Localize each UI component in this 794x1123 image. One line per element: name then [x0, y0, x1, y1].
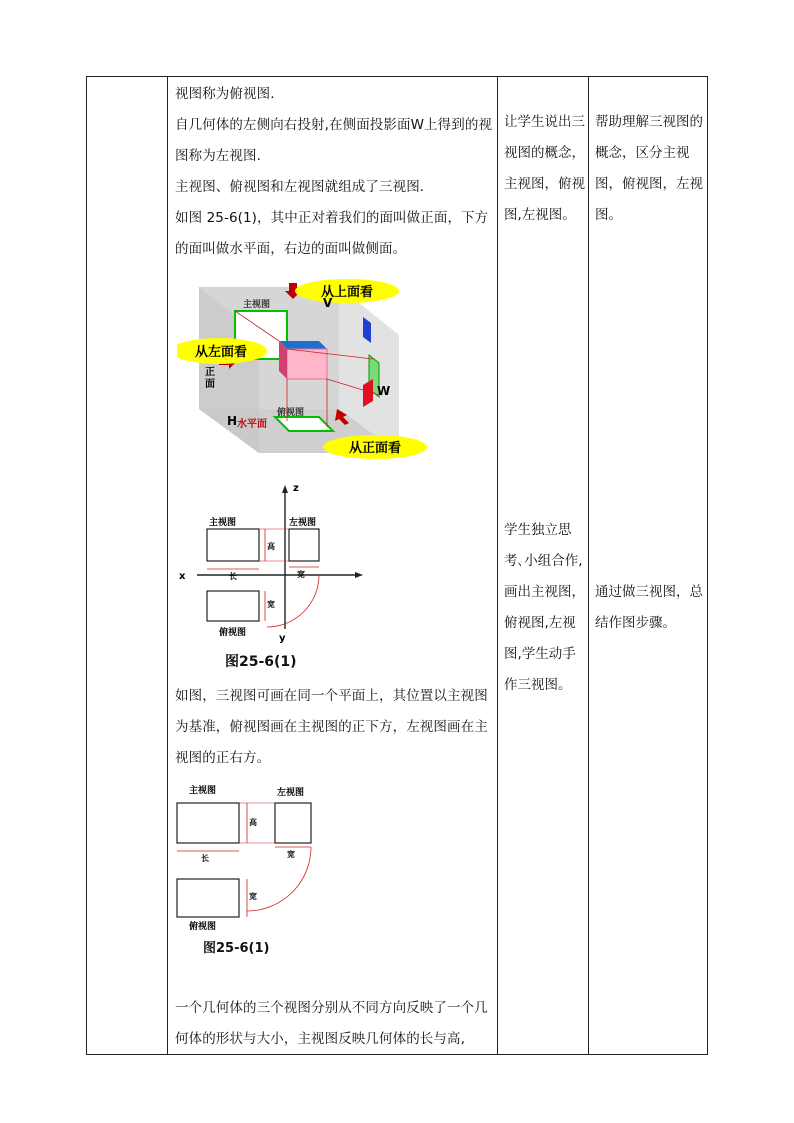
design-purpose-column: [595, 577, 707, 639]
teaching-content-column: [175, 79, 497, 265]
column-divider: [588, 77, 589, 1054]
paragraph: 视图称为俯视图.: [175, 86, 275, 102]
width-label-1: 宽: [297, 570, 305, 579]
width-label-2: 宽: [267, 600, 275, 609]
solid-top-face: [279, 341, 327, 349]
student-activity-2: 学生独立思考､小组合作,画出主视图，俯视图,左视图,学生动手作三视图。: [504, 522, 585, 693]
height-label: 高: [267, 542, 275, 551]
top-view-label: 俯视图: [189, 922, 217, 931]
design-purpose-2: 通过做三视图，总结作图步骤。: [595, 584, 703, 631]
three-view-layout-figure: [175, 781, 335, 931]
main-view-label: 主视图: [243, 300, 271, 310]
horizontal-plane-label: 水平面: [237, 419, 267, 430]
length-label: 长: [229, 572, 237, 581]
width-label-2: 宽: [249, 892, 257, 901]
main-view-label: 主视图: [189, 786, 217, 796]
projection-3d-figure: [177, 275, 439, 467]
student-activity-column: [504, 107, 588, 231]
axis-y-label: y: [279, 633, 286, 644]
axis-z-label: z: [293, 483, 299, 494]
bubble-bottom-label: 从正面看: [348, 441, 402, 456]
design-purpose-column: [595, 107, 707, 231]
paragraph: 如图，三视图可画在同一个平面上，其位置以主视图为基准，俯视图画在主视图的正下方，左视图画在主视图的正右方。: [175, 688, 488, 766]
bubble-left-label: 从左面看: [194, 345, 248, 360]
main-view-rect: [177, 803, 239, 843]
left-view-rect: [289, 529, 319, 561]
axis-x-label: x: [179, 571, 186, 582]
length-label: 长: [201, 854, 209, 863]
width-label-1: 宽: [287, 850, 295, 859]
paragraph: 如图 25-6(1)，其中正对着我们的面叫做正面，下方的面叫做水平面，右边的面叫做侧面。: [175, 210, 489, 257]
top-view-label: 俯视图: [219, 628, 247, 638]
lesson-table: [86, 76, 708, 1055]
top-view-rect: [177, 879, 239, 917]
paragraph: 主视图、俯视图和左视图就组成了三视图.: [175, 179, 425, 195]
left-view-label: 左视图: [289, 518, 317, 528]
column-divider: [167, 77, 168, 1054]
height-label: 高: [249, 818, 257, 827]
left-view-rect: [275, 803, 311, 843]
figure-caption: 图25-6(1): [225, 654, 297, 670]
column-divider: [497, 77, 498, 1054]
plane-h-label: H: [227, 414, 238, 428]
student-activity-column: [504, 515, 588, 701]
bubble-top-label: 从上面看: [320, 285, 374, 300]
main-view-label: 主视图: [209, 518, 237, 528]
paragraph: 一个几何体的三个视图分别从不同方向反映了一个几何体的形状与大小，主视图反映几何体的长与高,: [175, 1000, 488, 1047]
top-view-label: 俯视图: [277, 408, 305, 418]
main-view-rect: [207, 529, 259, 561]
student-activity-1: 让学生说出三视图的概念，主视图，俯视图,左视图。: [504, 114, 585, 223]
plane-v-label: V: [323, 296, 333, 310]
front-plane-label-2: 面: [205, 379, 215, 390]
axes-three-view-figure: [177, 481, 377, 651]
figure-caption: 图25-6(1): [203, 941, 270, 956]
teaching-content-column: [175, 993, 497, 1055]
teaching-content-column: [175, 681, 497, 774]
paragraph: 自几何体的左侧向右投射,在侧面投影面W上得到的视图称为左视图.: [175, 117, 493, 164]
left-view-label: 左视图: [277, 788, 305, 798]
top-view-rect: [207, 591, 259, 621]
front-plane-label-1: 正: [205, 367, 215, 378]
design-purpose-1: 帮助理解三视图的概念，区分主视图，俯视图，左视图。: [595, 114, 703, 223]
solid-front-face: [287, 349, 327, 379]
plane-w-label: W: [377, 384, 391, 398]
